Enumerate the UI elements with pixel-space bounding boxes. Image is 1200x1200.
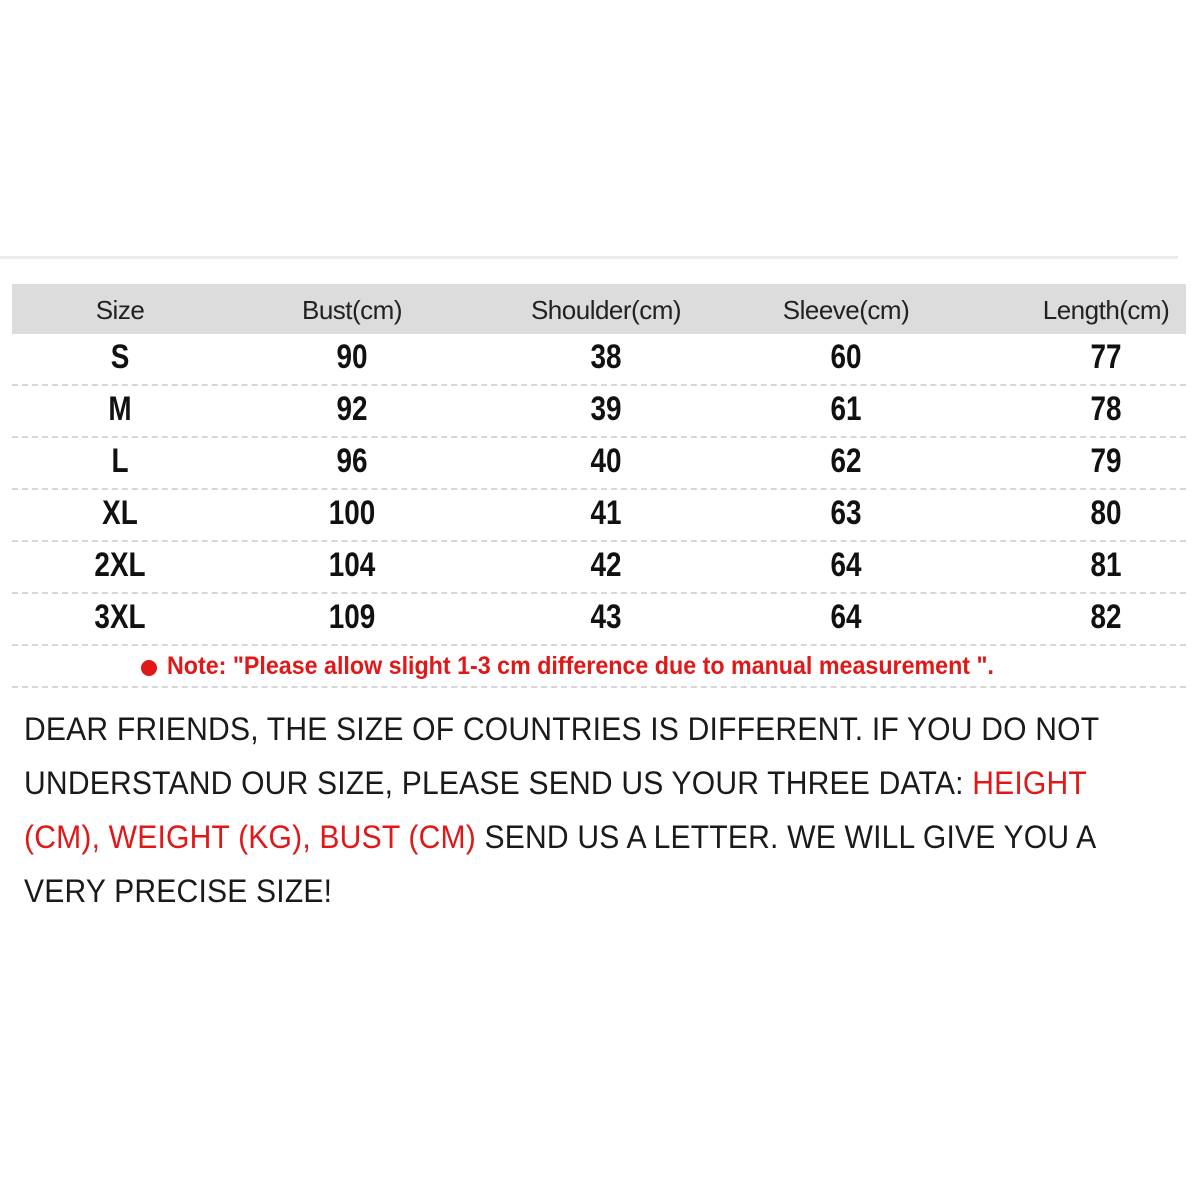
cell-size: 3XL [94,598,146,636]
size-chart-table [12,284,1186,688]
cell-size: M [108,390,132,428]
cell-length: 78 [1090,390,1122,428]
message-highlight: HEIGHT (CM), WEIGHT (KG), BUST (CM) [24,765,1087,855]
table-row [12,334,1186,386]
cell-shoulder: 40 [590,442,622,480]
cell-bust: 92 [336,390,368,428]
cell-shoulder: 38 [590,338,622,376]
cell-size: XL [102,494,138,532]
cell-sleeve: 62 [830,442,862,480]
cell-length: 77 [1090,338,1122,376]
table-row [12,438,1186,490]
note-text: Note: "Please allow slight 1-3 cm difference due to manual measurement ". [167,652,995,680]
cell-length: 79 [1090,442,1122,480]
cell-length: 81 [1090,546,1122,584]
cell-bust: 100 [328,494,376,532]
message-text-part2: SEND US A LETTER. WE WILL GIVE YOU A VERY PRECISE SIZE! [24,819,1095,909]
header-size: Size [95,295,145,325]
table-row [12,490,1186,542]
cell-size: S [110,338,130,376]
table-row [12,594,1186,646]
cell-bust: 109 [328,598,376,636]
table-header-row [12,284,1186,334]
table-row [12,386,1186,438]
table-row [12,542,1186,594]
cell-bust: 90 [336,338,368,376]
cell-length: 82 [1090,598,1122,636]
cell-sleeve: 60 [830,338,862,376]
measurement-note [12,646,1186,688]
sizing-message [24,702,1114,918]
cell-size: 2XL [94,546,146,584]
cell-sleeve: 63 [830,494,862,532]
cell-shoulder: 39 [590,390,622,428]
top-divider [0,256,1178,259]
cell-bust: 96 [336,442,368,480]
cell-size: L [111,442,129,480]
cell-sleeve: 61 [830,390,862,428]
cell-sleeve: 64 [830,546,862,584]
header-sleeve: Sleeve(cm) [782,295,910,325]
header-shoulder: Shoulder(cm) [530,295,682,325]
cell-length: 80 [1090,494,1122,532]
cell-shoulder: 42 [590,546,622,584]
bullet-dot-icon [141,660,157,676]
cell-sleeve: 64 [830,598,862,636]
cell-shoulder: 43 [590,598,622,636]
cell-shoulder: 41 [590,494,622,532]
message-text-part1: DEAR FRIENDS, THE SIZE OF COUNTRIES IS DIFFERENT. IF YOU DO NOT UNDERSTAND OUR SIZE, PLEASE SEND US YOUR THREE DATA: [24,711,1099,801]
cell-bust: 104 [328,546,376,584]
header-length: Length(cm) [1042,295,1170,325]
header-bust: Bust(cm) [302,295,402,325]
